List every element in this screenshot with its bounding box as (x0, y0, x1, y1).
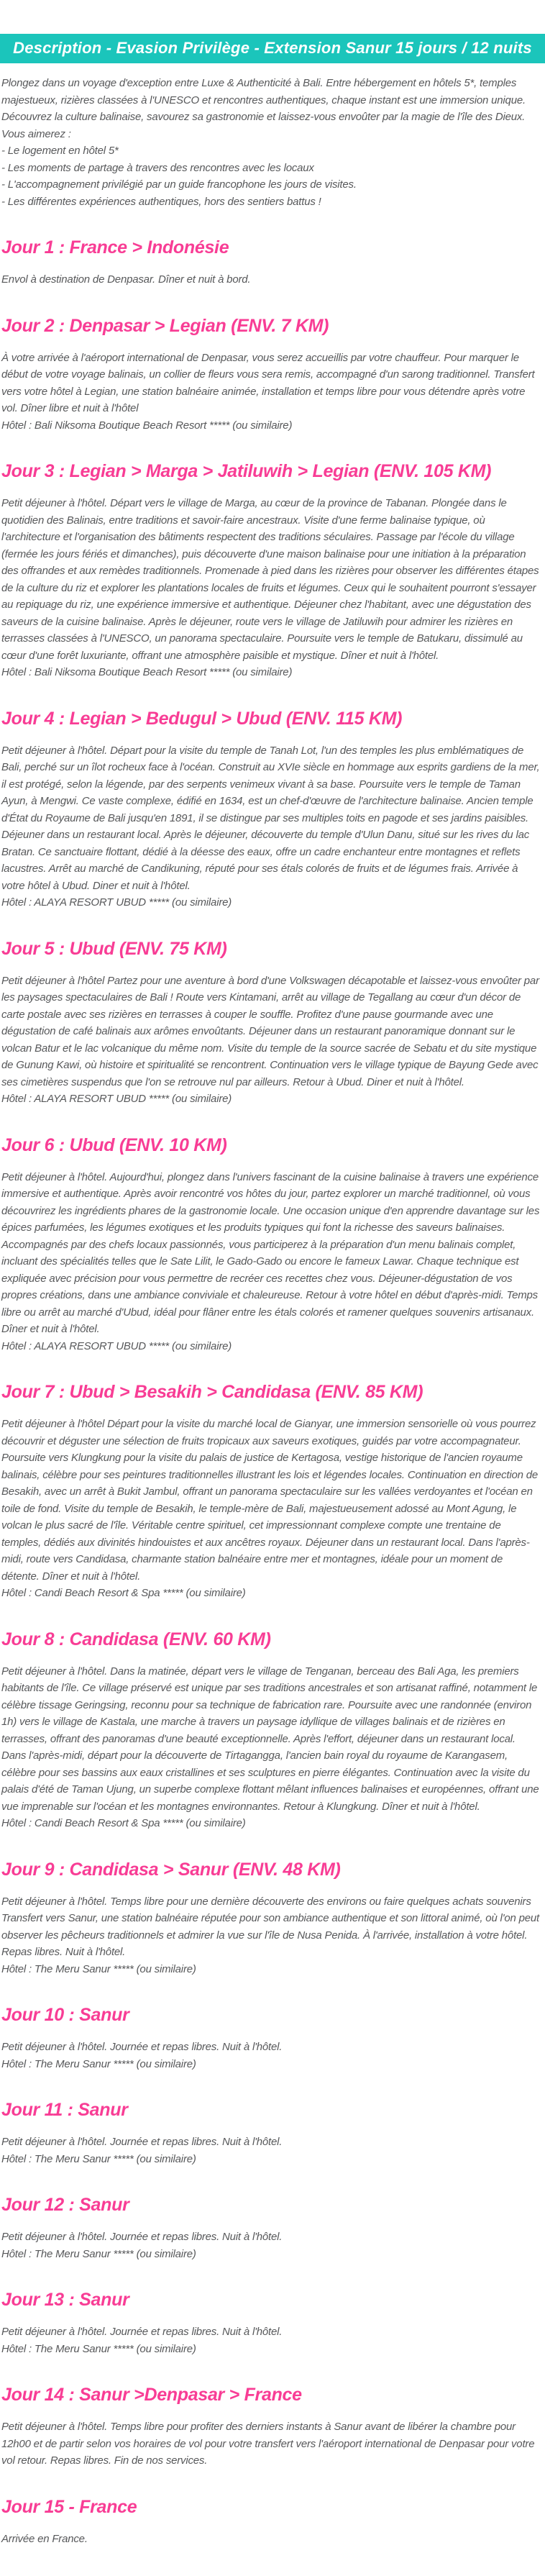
day-description: Petit déjeuner à l'hôtel. Temps libre pour profiter des derniers instants à Sanur avant de libérer la chambre pour 12h00 et de partir selon vos horaires de vol pour votre transfert vers l'aéroport international de Denpasar pour votre vol retour. Repas libres. Fin de nos services. (1, 2421, 535, 2467)
day-description: Petit déjeuner à l'hôtel. Départ pour la visite du temple de Tanah Lot, l'un des temples les plus emblématiques de Bali, perché sur un îlot rocheux face à l'océan. Construit au XVIe siècle en hommage aux esprits gardiens de la mer, il est protégé, selon la légende, par des serpents venimeux vivant à sa base. Poursuite vers le temple de Taman Ayun, à Mengwi. Ce vaste complexe, édifié en 1634, est un chef-d'œuvre de l'architecture balinaise. Ancien temple d'État du Royaume de Bali jusqu'en 1891, il se distingue par ses multiples toits en pagode et ses jardins paisibles. Déjeuner dans un restaurant local. Après le déjeuner, découverte du temple d'Ulun Danu, situé sur les rives du lac Bratan. Ce sanctuaire flottant, dédié à la déesse des eaux, offre un cadre enchanteur entre montagnes et reflets lacustres. Arrêt au marché de Candikuning, réputé pour ses étals colorés de fruits et de légumes frais. Arrivée à votre hôtel à Ubud. Diner et nuit à l'hôtel. (1, 744, 540, 892)
day-section (1, 1629, 542, 1832)
day-heading: Jour 3 : Legian > Marga > Jatiluwih > Legian (ENV. 105 KM) (1, 461, 492, 481)
day-heading: Jour 7 : Ubud > Besakih > Candidasa (ENV. 85 KM) (1, 1382, 423, 1402)
day-section (1, 2290, 542, 2357)
day-section (1, 1860, 542, 1978)
day-description: Petit déjeuner à l'hôtel. Aujourd'hui, plongez dans l'univers fascinant de la cuisine balinaise à travers une expérience immersive et authentique. Après avoir rencontré vos hôtes du jour, partez explorer un marché traditionnel, où vous découvrirez les ingrédients phares de la gastronomie locale. Une occasion unique d'en apprendre davantage sur les épices parfumées, les légumes exotiques et les produits typiques qui font la richesse des saveurs balinaises. Accompagnés par des chefs locaux passionnés, vous participerez à la préparation d'un menu balinais complet, incluant des spécialités telles que le Sate Lilit, le Gado-Gado ou encore le fameux Lawar. Chaque technique est expliquée avec précision pour vous permettre de recréer ces recettes chez vous. Déjeuner-dégustation de vos propres créations, dans une ambiance conviviale et chaleureuse. Retour à votre hôtel en début d'après-midi. Temps libre ou arrêt au marché d'Ubud, idéal pour flâner entre les étals colorés et ramener quelques souvenirs artisanaux. Dîner et nuit à l'hôtel. (1, 1170, 540, 1335)
intro-highlight-item: - Le logement en hôtel 5* (1, 145, 119, 157)
day-section (1, 939, 542, 1108)
day-heading: Jour 11 : Sanur (1, 2100, 128, 2120)
day-heading: Jour 1 : France > Indonésie (1, 237, 229, 258)
day-description: À votre arrivée à l'aéroport international de Denpasar, vous serez accueillis par votre chauffeur. Pour marquer le début de votre voyage balinais, un collier de fleurs vous sera remis, accompagné d'un sarong traditionnel. Transfert vers votre hôtel à Legian, une station balnéaire animée, installation et temps libre pour vous détendre après votre vol. Dîner libre et nuit à l'hôtel (1, 351, 535, 414)
day-heading: Jour 12 : Sanur (1, 2195, 129, 2215)
day-heading: Jour 14 : Sanur >Denpasar > France (1, 2385, 302, 2405)
day-heading: Jour 8 : Candidasa (ENV. 60 KM) (1, 1629, 271, 1649)
day-description: Petit déjeuner à l'hôtel. Temps libre pour une dernière découverte des environs ou faire quelques achats souvenirs Transfert vers Sanur, une station balnéaire réputée pour son ambiance authentique et son littoral animé, où l'on peut observer les pêcheurs traditionnels et admirer la vue sur l'île de Nusa Penida. À l'arrivée, installation à votre hôtel. Repas libres. Nuit à l'hôtel. (1, 1895, 540, 1958)
itinerary-content (0, 75, 545, 2576)
page-title: Description - Evasion Privilège - Extension Sanur 15 jours / 12 nuits (13, 39, 532, 57)
day-section (1, 709, 542, 911)
itinerary-document (0, 34, 545, 2576)
day-section (1, 2005, 542, 2072)
day-description: Petit déjeuner à l'hôtel Départ pour la visite du marché local de Gianyar, une immersion sensorielle où vous pourrez découvrir et déguster une sélection de fruits tropicaux aux saveurs exotiques, guidés par votre accompagnateur. Poursuite vers Klungkung pour la visite du palais de justice de Kertagosa, vestige historique de l'ancien royaume balinais, célèbre pour ses peintures traditionnelles illustrant les lois et légendes locales. Continuation en direction de Besakih, avec un arrêt à Bukit Jambul, offrant un panorama spectaculaire sur les vallées verdoyantes et l'océan en toile de fond. Visite du temple de Besakih, le temple-mère de Bali, majestueusement adossé au Mont Agung, le volcan le plus sacré de l'île. Véritable centre spirituel, cet impressionnant complexe compte une trentaine de temples, dédiés aux divinités hindouistes et aux ancêtres royaux. Déjeuner dans un restaurant local. Dans l'après-midi, route vers Candidasa, charmante station balnéaire entre mer et montagnes, idéale pour un moment de détente. Dîner et nuit à l'hôtel. (1, 1418, 539, 1583)
day-section (1, 2100, 542, 2167)
day-description: Petit déjeuner à l'hôtel. Journée et repas libres. Nuit à l'hôtel. (1, 2041, 283, 2053)
day-heading: Jour 4 : Legian > Bedugul > Ubud (ENV. 115 KM) (1, 708, 403, 729)
intro-highlight-item: - Les différentes expériences authentiques, hors des sentiers battus ! (1, 195, 321, 208)
day-section (1, 316, 542, 434)
hotel-line: Hôtel : ALAYA RESORT UBUD ***** (ou similaire) (1, 1093, 232, 1105)
hotel-line: Hôtel : ALAYA RESORT UBUD ***** (ou similaire) (1, 1339, 232, 1352)
hotel-line: Hôtel : Bali Niksoma Boutique Beach Resort ***** (ou similaire) (1, 666, 293, 678)
hotel-line: Hôtel : The Meru Sanur ***** (ou similaire) (1, 1962, 196, 1975)
hotel-line: Hôtel : Candi Beach Resort & Spa ***** (ou similaire) (1, 1587, 246, 1599)
day-heading: Jour 6 : Ubud (ENV. 10 KM) (1, 1134, 227, 1155)
intro-highlights-title: Vous aimerez : (1, 127, 71, 140)
day-description: Petit déjeuner à l'hôtel. Départ vers le village de Marga, au cœur de la province de Tabanan. Plongée dans le quotidien des Balinais, entre traditions et savoir-faire ancestraux. Visite d'une ferme balinaise typique, où l'architecture et l'organisation des bâtiments respectent des traditions séculaires. Passage par l'école du village (fermée les jours fériés et dimanches), puis découverte d'une maison balinaise pour une initiation à la préparation des offrandes et aux remèdes traditionnels. Promenade à pied dans les rizières pour observer les différentes étapes de la culture du riz et explorer les plantations locales de fruits et légumes. Ceux qui le souhaitent pourront s'essayer au repiquage du riz, une expérience immersive et authentique. Déjeuner chez l'habitant, avec une dégustation des saveurs de la cuisine balinaise. Après le déjeuner, route vers le village de Jatiluwih pour admirer les rizières en terrasses classées à l'UNESCO, un panorama spectaculaire. Poursuite vers le temple de Batukaru, dissimulé au cœur d'une forêt luxuriante, offrant une atmosphère paisible et mystique. Dîner et nuit à l'hôtel. (1, 497, 539, 662)
hotel-line: Hôtel : ALAYA RESORT UBUD ***** (ou similaire) (1, 896, 232, 909)
hotel-line: Hôtel : The Meru Sanur ***** (ou similaire) (1, 2247, 196, 2260)
day-description: Envol à destination de Denpasar. Dîner et nuit à bord. (1, 273, 251, 286)
day-section (1, 2385, 542, 2470)
day-description: Petit déjeuner à l'hôtel. Journée et repas libres. Nuit à l'hôtel. (1, 2136, 283, 2148)
day-description: Arrivée en France. (1, 2532, 88, 2545)
hotel-line: Hôtel : The Meru Sanur ***** (ou similaire) (1, 2057, 196, 2070)
day-section (1, 1382, 542, 1602)
day-section (1, 461, 542, 681)
hotel-line: Hôtel : Candi Beach Resort & Spa ***** (ou similaire) (1, 1817, 246, 1829)
day-heading: Jour 10 : Sanur (1, 2005, 129, 2025)
day-heading: Jour 9 : Candidasa > Sanur (ENV. 48 KM) (1, 1859, 341, 1880)
day-description: Petit déjeuner à l'hôtel. Journée et repas libres. Nuit à l'hôtel. (1, 2326, 283, 2338)
intro-highlight-item: - L'accompagnement privilégié par un guide francophone les jours de visites. (1, 178, 357, 191)
day-heading: Jour 13 : Sanur (1, 2290, 129, 2310)
day-heading: Jour 15 - France (1, 2496, 137, 2517)
hotel-line: Hôtel : The Meru Sanur ***** (ou similaire) (1, 2152, 196, 2165)
day-section (1, 237, 542, 288)
day-heading: Jour 2 : Denpasar > Legian (ENV. 7 KM) (1, 315, 329, 336)
day-section (1, 1135, 542, 1355)
day-heading: Jour 5 : Ubud (ENV. 75 KM) (1, 938, 227, 959)
day-section (1, 2497, 542, 2548)
intro-section (1, 75, 542, 210)
intro-highlight-item: - Les moments de partage à travers des rencontres avec les locaux (1, 161, 314, 174)
intro-paragraph: Plongez dans un voyage d'exception entre Luxe & Authenticité à Bali. Entre hébergement en hôtels 5*, temples majestueux, rizières classées à l'UNESCO et rencontres authentiques, chaque instant est une immersion unique. Découvrez la culture balinaise, savourez sa gastronomie et laissez-vous envoûter par la magie de l'île des Dieux. (1, 77, 526, 123)
day-description: Petit déjeuner à l'hôtel. Dans la matinée, départ vers le village de Tenganan, berceau des Bali Aga, les premiers habitants de l'île. Ce village préservé est unique par ses traditions ancestrales et son artisanat raffiné, notamment le célèbre tissage Geringsing, reconnu pour sa technique de fabrication rare. Poursuite avec une randonnée (environ 1h) vers le village de Kastala, une marche à travers un paysage idyllique de villages balinais et de rizières en terrasses, offrant des panoramas d'une beauté exceptionnelle. Après l'effort, déjeuner dans un restaurant local. Dans l'après-midi, départ pour la découverte de Tirtagangga, l'ancien bain royal du royaume de Karangasem, célèbre pour ses bassins aux eaux cristallines et ses sculptures en pierre élégantes. Continuation avec la visite du palais d'été de Taman Ujung, un superbe complexe flottant mêlant influences balinaises et européennes, offrant une vue imprenable sur l'océan et les montagnes environnantes. Retour à Klungkung. Dîner et nuit à l'hôtel. (1, 1665, 539, 1813)
title-bar (0, 34, 545, 63)
hotel-line: Hôtel : The Meru Sanur ***** (ou similaire) (1, 2342, 196, 2355)
day-section (1, 2195, 542, 2262)
hotel-line: Hôtel : Bali Niksoma Boutique Beach Resort ***** (ou similaire) (1, 419, 293, 432)
day-description: Petit déjeuner à l'hôtel Partez pour une aventure à bord d'une Volkswagen décapotable et laissez-vous envoûter par les paysages spectaculaires de Bali ! Route vers Kintamani, arrêt au village de Tegallang au cœur d'un décor de carte postale avec ses rizières en terrasses à couper le souffle. Profitez d'une pause gourmande avec une dégustation de café balinais aux arômes envoûtants. Déjeuner dans un restaurant panoramique donnant sur le volcan Batur et le lac volcanique du même nom. Visite du temple de la source sacrée de Sebatu et du site mystique de Gunung Kawi, où histoire et spiritualité se rencontrent. Continuation vers le village typique de Bayung Gede avec ses cimetières suspendus que l'on se retrouve nul par ailleurs. Retour à Ubud. Diner et nuit à l'hôtel. (1, 974, 539, 1088)
day-description: Petit déjeuner à l'hôtel. Journée et repas libres. Nuit à l'hôtel. (1, 2231, 283, 2243)
